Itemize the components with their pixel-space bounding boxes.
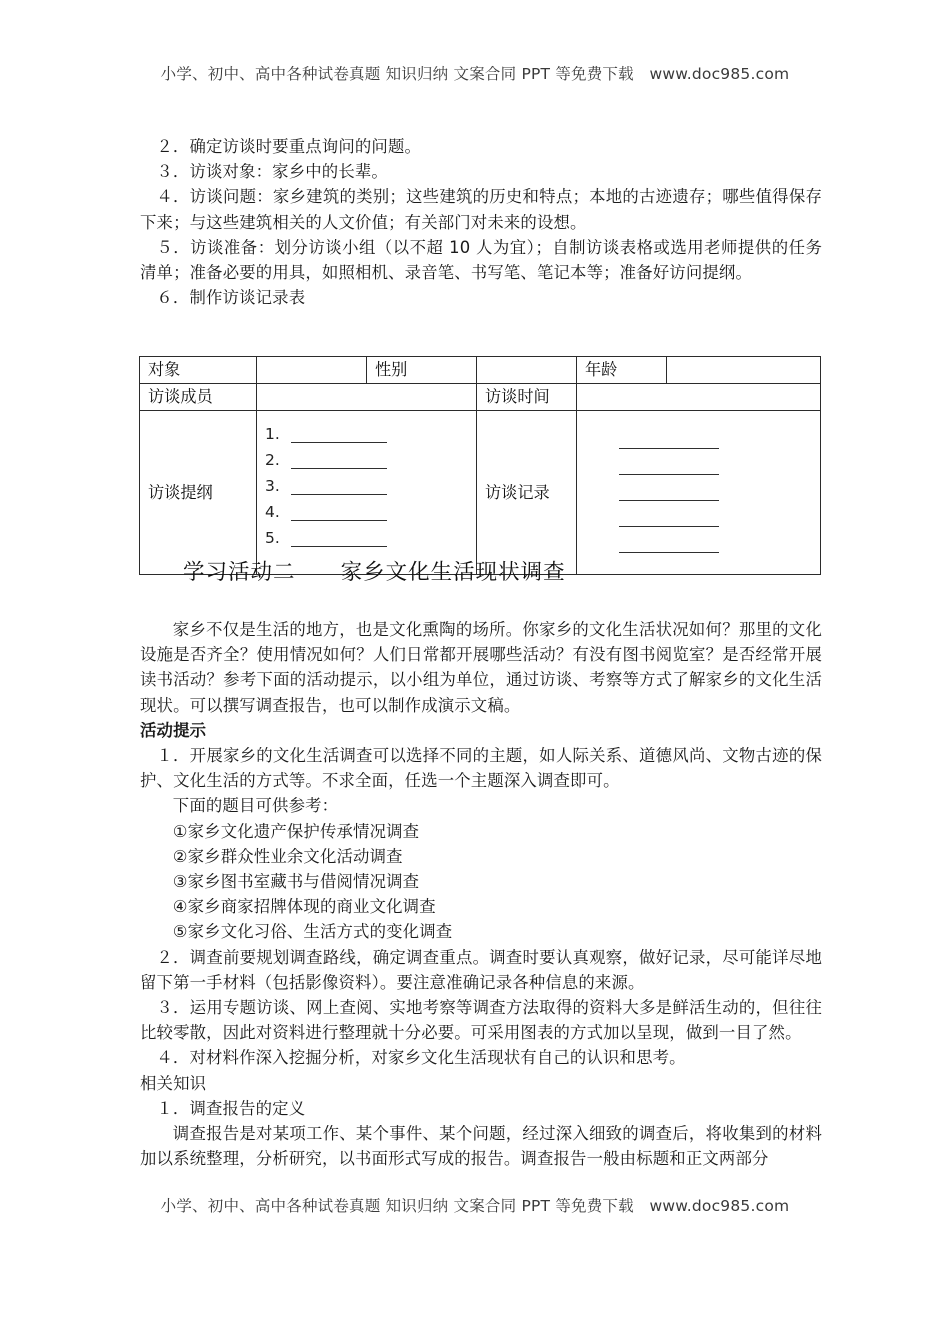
cell-outline-value[interactable] xyxy=(257,411,477,575)
tip-3: ３．运用专题访谈、网上查阅、实地考察等调查方法取得的资料大多是鲜活生动的，但往往比较零散，因此对资料进行整理就十分必要。可采用图表的方式加以呈现，做到一目了然。 xyxy=(140,998,822,1043)
outline-index-3: 3. xyxy=(265,477,280,495)
record-rule-3 xyxy=(619,475,719,501)
table-row-2 xyxy=(140,384,821,411)
outline-index-1: 1. xyxy=(265,425,280,443)
record-rule-5 xyxy=(619,527,719,553)
outline-rule-2 xyxy=(291,455,387,469)
outline-line-4[interactable] xyxy=(265,495,470,521)
cell-object-label: 对象 xyxy=(140,357,257,384)
section-heading-right: 家乡文化生活现状调查 xyxy=(340,560,566,585)
topic-item-1: ①家乡文化遗产保护传承情况调查 xyxy=(172,821,420,841)
running-head: 小学、初中、高中各种试卷真题 知识归纳 文案合同 PPT 等免费下载 www.doc985.com xyxy=(160,65,790,83)
cell-members-label: 访谈成员 xyxy=(140,384,257,411)
cell-record-label: 访谈记录 xyxy=(477,411,577,575)
topics-lead: 下面的题目可供参考： xyxy=(172,796,339,816)
list-item-4: ４．访谈问题：家乡建筑的类别；这些建筑的历史和特点；本地的古迹遗存；哪些值得保存下来；与这些建筑相关的人文价值；有关部门对未来的设想。 xyxy=(140,187,822,232)
cell-time-label: 访谈时间 xyxy=(477,384,577,411)
outline-line-3[interactable] xyxy=(265,469,470,495)
outline-line-1[interactable] xyxy=(265,417,470,443)
list-item-5: ５．访谈准备：划分访谈小组（以不超 10 人为宜）；自制访谈表格或选用老师提供的任务清单；准备必要的用具，如照相机、录音笔、书写笔、笔记本等；准备好访问提纲。 xyxy=(140,237,822,283)
running-foot: 小学、初中、高中各种试卷真题 知识归纳 文案合同 PPT 等免费下载 www.doc985.com xyxy=(160,1197,790,1215)
cell-object-value[interactable] xyxy=(257,357,367,384)
tip-2: ２．调查前要规划调查路线，确定调查重点。调查时要认真观察，做好记录，尽可能详尽地留下第一手材料（包括影像资料）。要注意准确记录各种信息的来源。 xyxy=(140,947,822,992)
cell-age-value[interactable] xyxy=(667,357,821,384)
record-rule-stack xyxy=(585,413,814,553)
topic-item-3: ③家乡图书室藏书与借阅情况调查 xyxy=(172,872,420,892)
top-list-block xyxy=(140,134,822,310)
outline-index-4: 4. xyxy=(265,503,280,521)
outline-line-2[interactable] xyxy=(265,443,470,469)
outline-rule-1 xyxy=(291,429,387,443)
record-rule-1 xyxy=(619,423,719,449)
tip-4: ４．对材料作深入挖掘分析，对家乡文化生活现状有自己的认识和思考。 xyxy=(156,1048,686,1068)
table-row-3 xyxy=(140,411,821,575)
activity-tips-title: 活动提示 xyxy=(140,720,207,740)
list-item-2: ２．确定访谈时要重点询问的问题。 xyxy=(156,137,422,156)
cell-time-value[interactable] xyxy=(577,384,821,411)
outline-index-5: 5. xyxy=(265,529,280,547)
topic-item-2: ②家乡群众性业余文化活动调查 xyxy=(172,846,403,866)
cell-age-label: 年龄 xyxy=(577,357,667,384)
section-heading-left: 学习活动二 xyxy=(183,560,296,585)
interview-record-table xyxy=(139,356,821,575)
knowledge-item-1-body: 调查报告是对某项工作、某个事件、某个问题，经过深入细致的调查后，将收集到的材料加以系统整理，分析研究，以书面形式写成的报告。调查报告一般由标题和正文两部分 xyxy=(140,1124,822,1169)
section-body-block xyxy=(140,617,822,1171)
outline-index-2: 2. xyxy=(265,451,280,469)
outline-rule-4 xyxy=(291,507,387,521)
cell-gender-value[interactable] xyxy=(477,357,577,384)
section-intro: 家乡不仅是生活的地方，也是文化熏陶的场所。你家乡的文化生活状况如何？那里的文化设施是否齐全？使用情况如何？人们日常都开展哪些活动？有没有图书阅览室？是否经常开展读书活动？参考下面的活动提示，以小组为单位，通过访谈、考察等方式了解家乡的文化生活现状。可以撰写调查报告，也可以制作成演示文稿。 xyxy=(140,620,822,715)
cell-record-value[interactable] xyxy=(577,411,821,575)
outline-line-5[interactable] xyxy=(265,521,470,547)
outline-rule-3 xyxy=(291,481,387,495)
topic-item-5: ⑤家乡文化习俗、生活方式的变化调查 xyxy=(172,922,453,942)
knowledge-item-1: １．调查报告的定义 xyxy=(156,1098,306,1118)
topic-item-4: ④家乡商家招牌体现的商业文化调查 xyxy=(172,897,436,917)
outline-ruled-list xyxy=(265,413,470,547)
table-row-1 xyxy=(140,357,821,384)
list-item-6: ６．制作访谈记录表 xyxy=(156,288,306,308)
record-rule-2 xyxy=(619,449,719,475)
record-rule-4 xyxy=(619,501,719,527)
cell-outline-label: 访谈提纲 xyxy=(140,411,257,575)
knowledge-title: 相关知识 xyxy=(140,1073,207,1093)
cell-gender-label: 性别 xyxy=(367,357,477,384)
outline-rule-5 xyxy=(291,533,387,547)
list-item-3: ３．访谈对象：家乡中的长辈。 xyxy=(156,162,388,182)
cell-members-value[interactable] xyxy=(257,384,477,411)
tip-1: １．开展家乡的文化生活调查可以选择不同的主题，如人际关系、道德风尚、文物古迹的保护、文化生活的方式等。不求全面，任选一个主题深入调查即可。 xyxy=(140,746,822,791)
section-heading xyxy=(140,556,822,590)
